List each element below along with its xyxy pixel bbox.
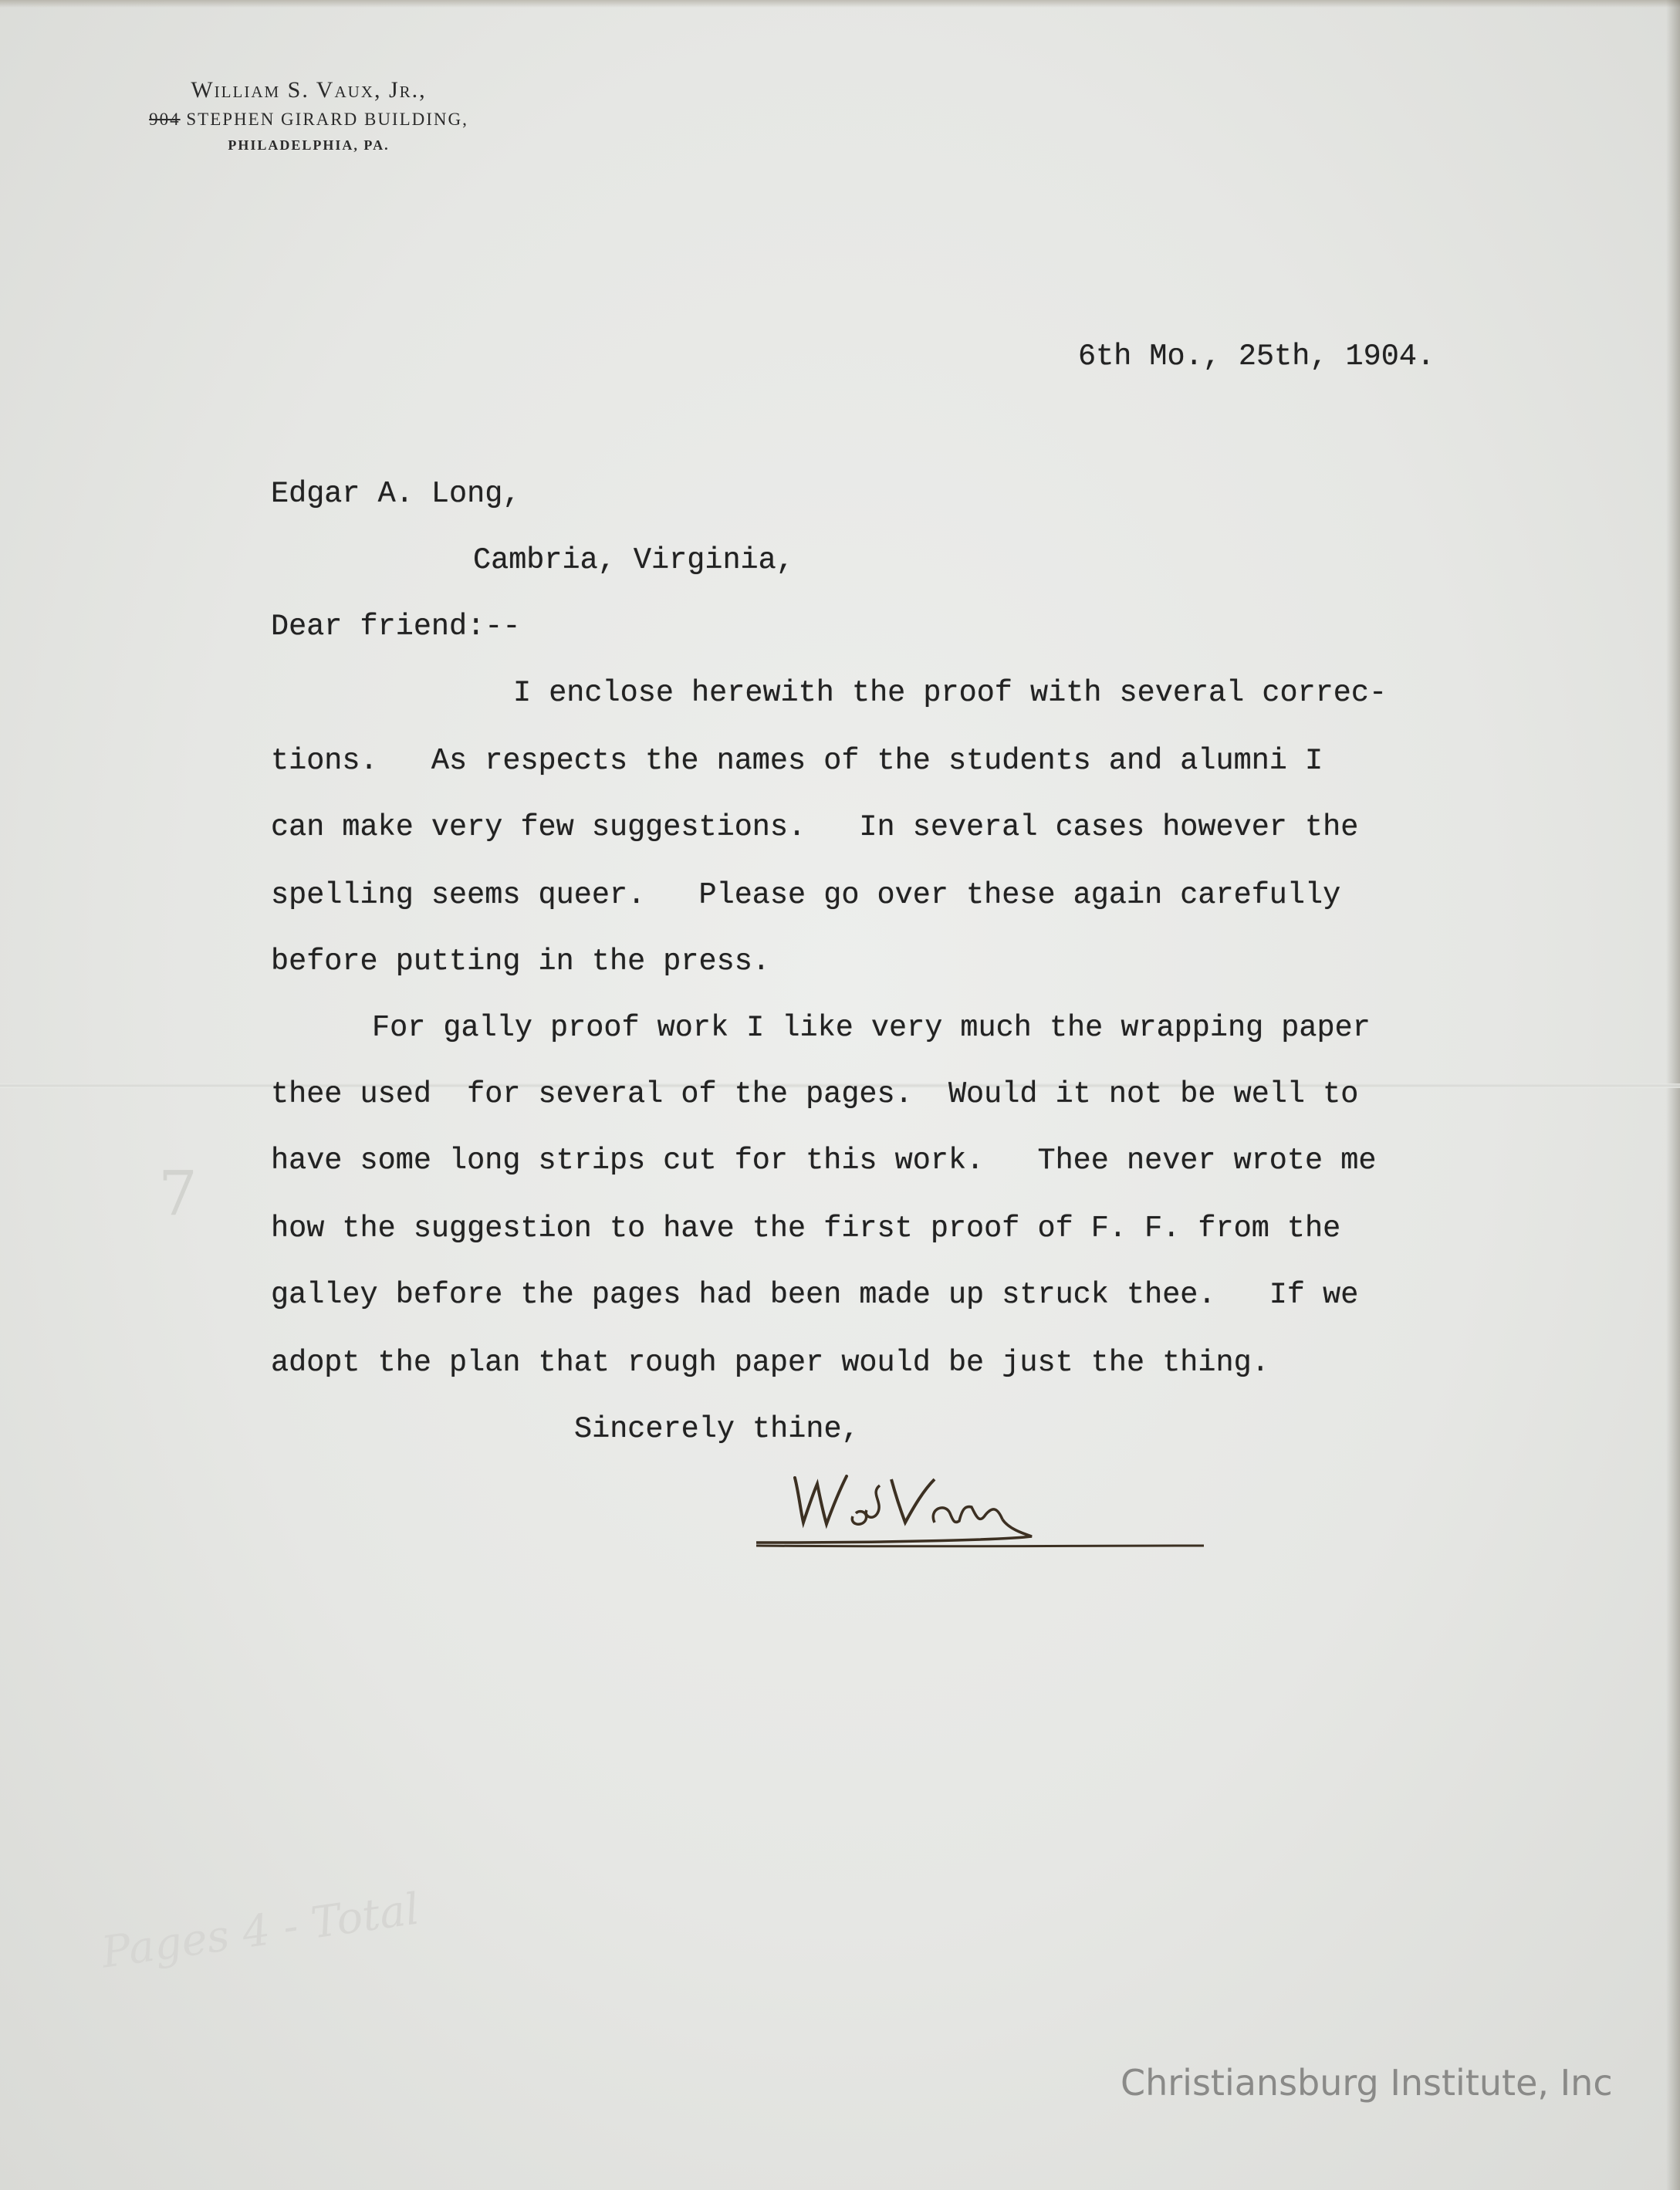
recipient-name: Edgar A. Long, — [271, 477, 521, 511]
paragraph1-line: spelling seems queer. Please go over these again carefully — [271, 878, 1341, 912]
paragraph1-line: I enclose herewith the proof with several correc- — [513, 676, 1388, 710]
paragraph2-line: have some long strips cut for this work. Thee never wrote me — [271, 1144, 1377, 1178]
paragraph1-line: before putting in the press. — [271, 945, 770, 978]
paper-right-edge — [1666, 0, 1680, 2190]
paragraph2-line: how the suggestion to have the first proof of F. F. from the — [271, 1212, 1341, 1245]
watermark: Christiansburg Institute, Inc — [1121, 2062, 1613, 2104]
faint-pencil-mark: 7 — [158, 1158, 198, 1229]
letterhead-city: PHILADELPHIA, PA. — [228, 137, 390, 153]
letterhead — [93, 77, 525, 154]
paragraph1-line: can make very few suggestions. In several cases however the — [271, 810, 1359, 844]
letterhead-building: STEPHEN GIRARD BUILDING, — [186, 110, 468, 129]
handwritten-signature — [752, 1462, 1215, 1555]
letterhead-name: William S. Vaux, Jr., — [191, 77, 427, 103]
paragraph2-line: galley before the pages had been made up struck thee. If we — [271, 1278, 1359, 1312]
closing: Sincerely thine, — [574, 1412, 860, 1446]
faint-pencil-note: Pages 4 - Total — [98, 1884, 423, 1979]
paragraph2-line: thee used for several of the pages. Would it not be well to — [271, 1077, 1359, 1111]
recipient-address: Cambria, Virginia, — [473, 543, 794, 577]
salutation: Dear friend:-- — [271, 610, 521, 644]
paper-top-edge — [0, 0, 1680, 8]
letterhead-room-number: 904 — [149, 110, 181, 129]
paragraph1-line: tions. As respects the names of the students and alumni I — [271, 744, 1323, 778]
paragraph2-line: adopt the plan that rough paper would be just the thing. — [271, 1346, 1269, 1380]
letterhead-address — [93, 110, 525, 130]
paragraph2-line: For gally proof work I like very much the wrapping paper — [372, 1011, 1371, 1045]
letter-date: 6th Mo., 25th, 1904. — [1078, 340, 1435, 373]
